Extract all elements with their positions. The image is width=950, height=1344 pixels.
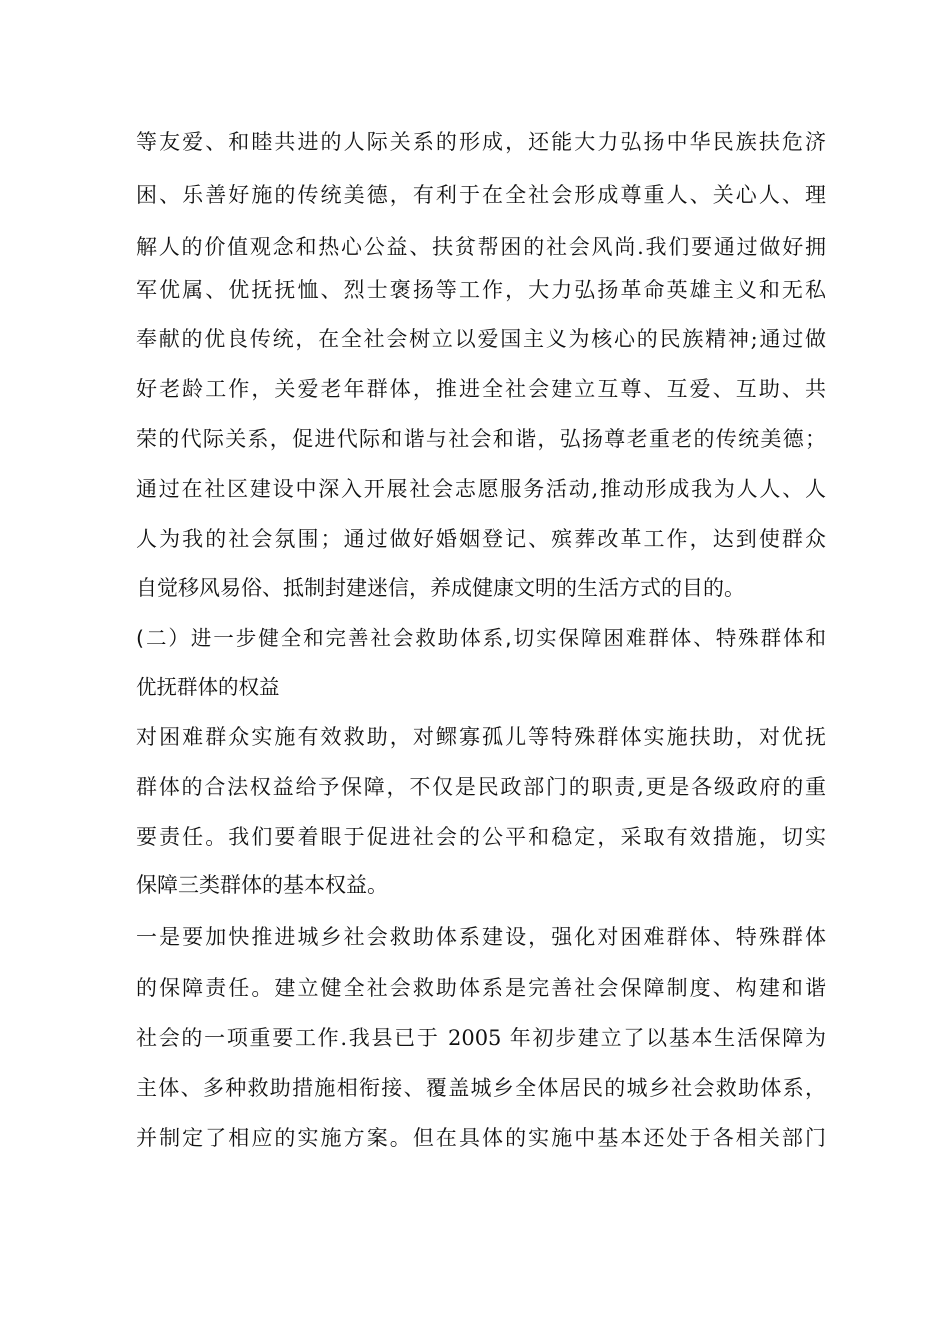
- text-line: 并制定了相应的实施方案。但在具体的实施中基本还处于各相关部门: [136, 1126, 826, 1150]
- text-line: 保障三类群体的基本权益。: [136, 873, 388, 897]
- text-line: 军优属、优抚抚恤、烈士褒扬等工作，大力弘扬革命英雄主义和无私: [136, 278, 826, 302]
- text-line: 自觉移风易俗、抵制封建迷信，养成健康文明的生活方式的目的。: [136, 576, 745, 600]
- text-line: 的保障责任。建立健全社会救助体系是完善社会保障制度、构建和谐: [136, 976, 826, 1000]
- text-line: 一是要加快推进城乡社会救助体系建设，强化对困难群体、特殊群体: [136, 925, 826, 949]
- text-line: 人为我的社会氛围；通过做好婚姻登记、殡葬改革工作，达到使群众: [136, 527, 826, 551]
- text-line: 解人的价值观念和热心公益、扶贫帮困的社会风尚.我们要通过做好拥: [136, 235, 826, 259]
- text-line: 对困难群众实施有效救助，对鳏寡孤儿等特殊群体实施扶助，对优抚: [136, 725, 826, 749]
- text-line: 要责任。我们要着眼于促进社会的公平和稳定，采取有效措施，切实: [136, 825, 826, 849]
- text-line: 好老龄工作，关爱老年群体，推进全社会建立互尊、互爱、互助、共: [136, 377, 826, 401]
- text-line: 奉献的优良传统，在全社会树立以爱国主义为核心的民族精神;通过做: [136, 327, 826, 351]
- text-line: 社会的一项重要工作.我县已于 2005 年初步建立了以基本生活保障为: [136, 1026, 826, 1050]
- text-line: 群体的合法权益给予保障，不仅是民政部门的职责,更是各级政府的重: [136, 775, 826, 799]
- text-line: 荣的代际关系，促进代际和谐与社会和谐，弘扬尊老重老的传统美德；: [136, 427, 826, 451]
- text-line: 等友爱、和睦共进的人际关系的形成，还能大力弘扬中华民族扶危济: [136, 130, 826, 154]
- text-line: 通过在社区建设中深入开展社会志愿服务活动,推动形成我为人人、人: [136, 477, 826, 501]
- section-heading-line: (二）进一步健全和完善社会救助体系,切实保障困难群体、特殊群体和: [136, 626, 826, 650]
- section-heading-line: 优抚群体的权益: [136, 675, 280, 699]
- text-line: 困、乐善好施的传统美德，有利于在全社会形成尊重人、关心人、理: [136, 183, 826, 207]
- text-line: 主体、多种救助措施相衔接、覆盖城乡全体居民的城乡社会救助体系，: [136, 1076, 826, 1100]
